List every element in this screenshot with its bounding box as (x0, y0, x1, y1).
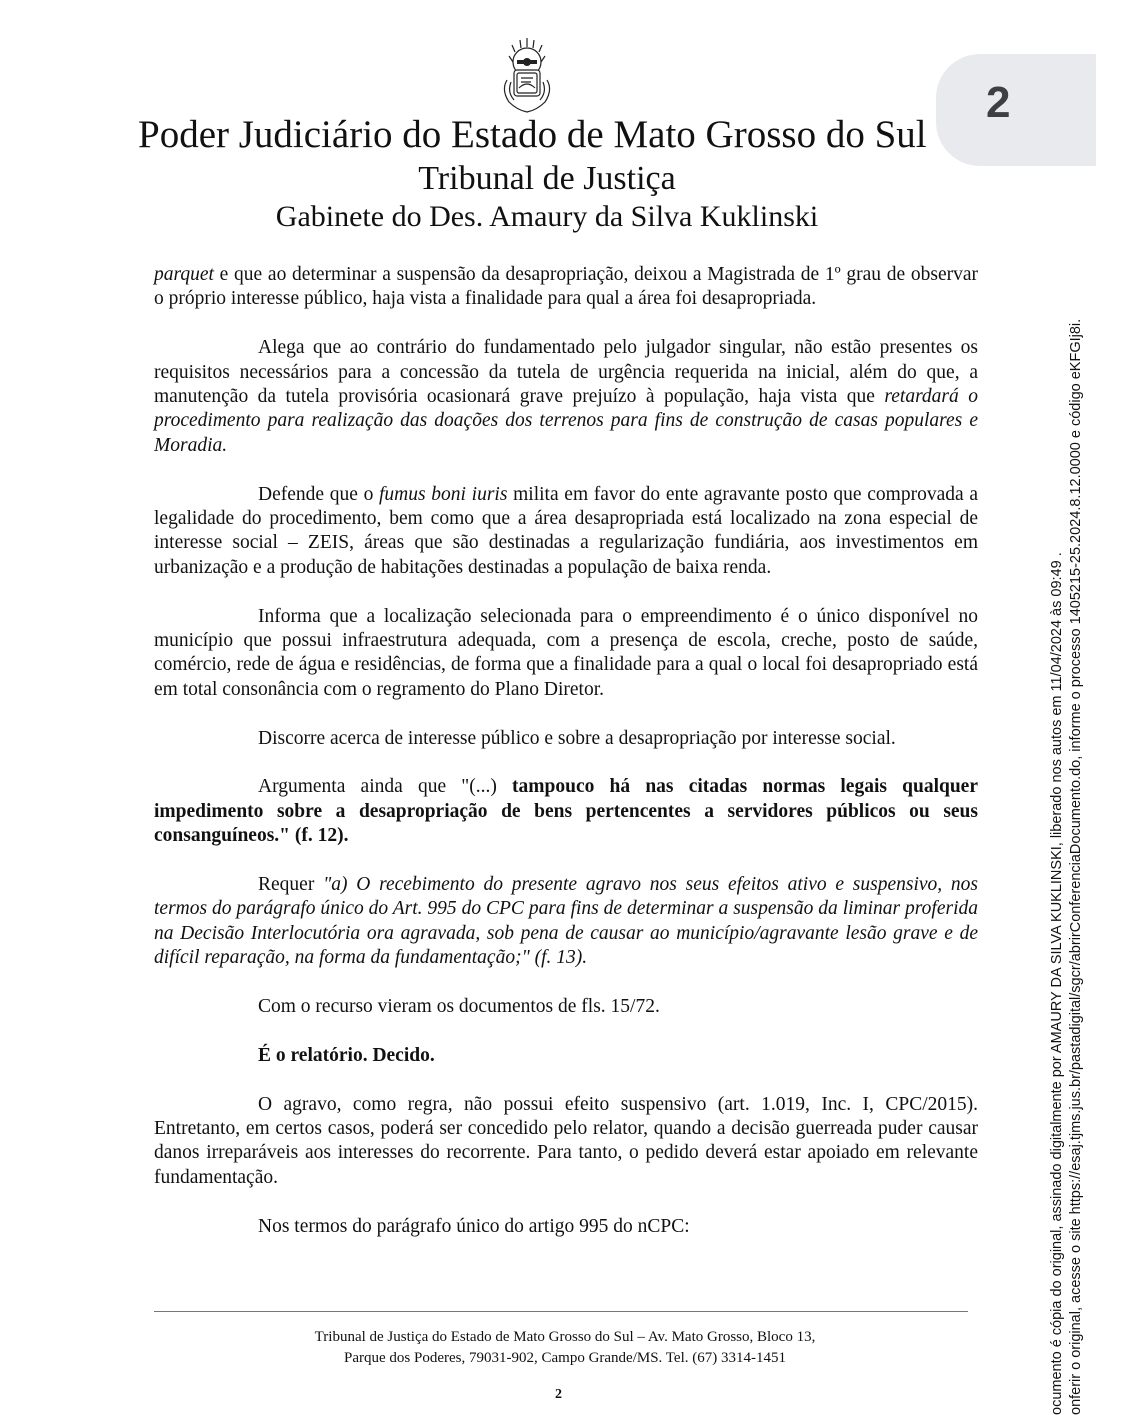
paragraph-3-text-a: Defende que o (258, 483, 380, 505)
paragraph-3 (154, 483, 978, 581)
paragraph-11: Nos termos do parágrafo único do artigo 995 do nCPC: (258, 1215, 690, 1237)
header-gabinete: Gabinete do Des. Amaury da Silva Kuklinski (275, 200, 819, 233)
page-number-badge-label: 2 (986, 78, 1011, 127)
footer-line-1: Tribunal de Justiça do Estado de Mato Grosso do Sul – Av. Mato Grosso, Bloco 13, (314, 1329, 816, 1345)
paragraph-6-text: Argumenta ainda que "(...) (258, 776, 513, 798)
paragraph-2-text: Alega que ao contrário do fundamentado pelo julgador singular, não estão presentes os requisitos necessários para a concessão da tutela de urgência requerida na inicial, além do que, a manutenção da tutela provisória ocasionará grave prejuízo à população, haja vista que (154, 337, 978, 408)
footer-line-2: Parque dos Poderes, 79031-902, Campo Grande/MS. Tel. (67) 3314-1451 (344, 1350, 786, 1366)
paragraph-9 (154, 1044, 978, 1068)
header-tribunal: Tribunal de Justiça (418, 160, 676, 197)
paragraph-5: Discorre acerca de interesse público e sobre a desapropriação por interesse social. (258, 727, 896, 749)
paragraph-7-italic: "a) O recebimento do presente agravo nos seus efeitos ativo e suspensivo, nos termos do parágrafo único do Art. 995 do CPC para fins de determinar a suspensão da liminar proferida na Decisão Interlocutória ora agravada, sob pena de causar ao município/agravante lesão grave e de difícil reparação, na forma da fundamentação;" (f. 13). (154, 874, 978, 969)
document-body (154, 263, 978, 1263)
footer-page-number: 2 (555, 1387, 562, 1402)
signature-note-line-2: onferir o original, acesse o site https://esaj.tjms.jus.br/pastadigital/sgcr/abrirConferenciaDocumento.do, informe o processo 1405215-25.2024.8.12.0000 e código eKFGIj8i. (1068, 318, 1084, 1415)
paragraph-1 (154, 263, 978, 312)
digital-signature-note (1048, 0, 1086, 1415)
footer-divider (154, 1311, 968, 1312)
paragraph-2-italic: retardará o procedimento para realização das doações dos terrenos para fins de construção de casas populares e Moradia. (154, 386, 978, 456)
paragraph-7-text: Requer (258, 874, 324, 896)
paragraph-9-bold: É o relatório. Decido. (258, 1044, 435, 1066)
paragraph-10: O agravo, como regra, não possui efeito suspensivo (art. 1.019, Inc. I, CPC/2015). Entretanto, em certos casos, poderá ser concedido pelo relator, quando a decisão guerreada puder causar danos irreparáveis aos interesses do recorrente. Para tanto, o pedido deverá estar apoiado em relevante fundamentação. (154, 1093, 978, 1188)
paragraph-4: Informa que a localização selecionada para o empreendimento é o único disponível no município que possui infraestrutura adequada, com a presença de escola, creche, posto de saúde, comércio, rede de água e residências, de forma que a finalidade para a qual o local foi desapropriado está em total consonância com o regramento do Plano Diretor. (154, 605, 978, 700)
paragraph-8: Com o recurso vieram os documentos de fls. 15/72. (258, 996, 660, 1018)
paragraph-6-bold: tampouco há nas citadas normas legais qualquer impedimento sobre a desapropriação de bens pertencentes a servidores públicos ou seus consanguíneos." (f. 12). (154, 776, 978, 847)
paragraph-3-italic: fumus boni iuris (379, 483, 508, 505)
paragraph-1-text: e que ao determinar a suspensão da desapropriação, deixou a Magistrada de 1º grau de observar o próprio interesse público, haja vista a finalidade para qual a área foi desapropriada. (154, 264, 978, 310)
paragraph-6 (154, 775, 978, 848)
footer-address (0, 1327, 1130, 1369)
paragraph-1-italic: parquet (154, 264, 214, 285)
state-coat-of-arms-icon (487, 36, 567, 116)
header-court-name: Poder Judiciário do Estado de Mato Grosso do Sul (138, 113, 927, 156)
paragraph-3-text-b: milita em favor do ente agravante posto que comprovada a legalidade do procedimento, bem como que a área desapropriada está localizado na zona especial de interesse social – ZEIS, áreas que são destinadas a regularização fundiária, aos investimentos em urbanização e a produção de habitações destinadas a população de baixa renda. (154, 483, 978, 578)
paragraph-2 (154, 336, 978, 458)
paragraph-7 (154, 873, 978, 971)
signature-note-line-1: ocumento é cópia do original, assinado digitalmente por AMAURY DA SILVA KUKLINSKI, liberado nos autos em 11/04/2024 às 09:49 . (1049, 552, 1065, 1415)
